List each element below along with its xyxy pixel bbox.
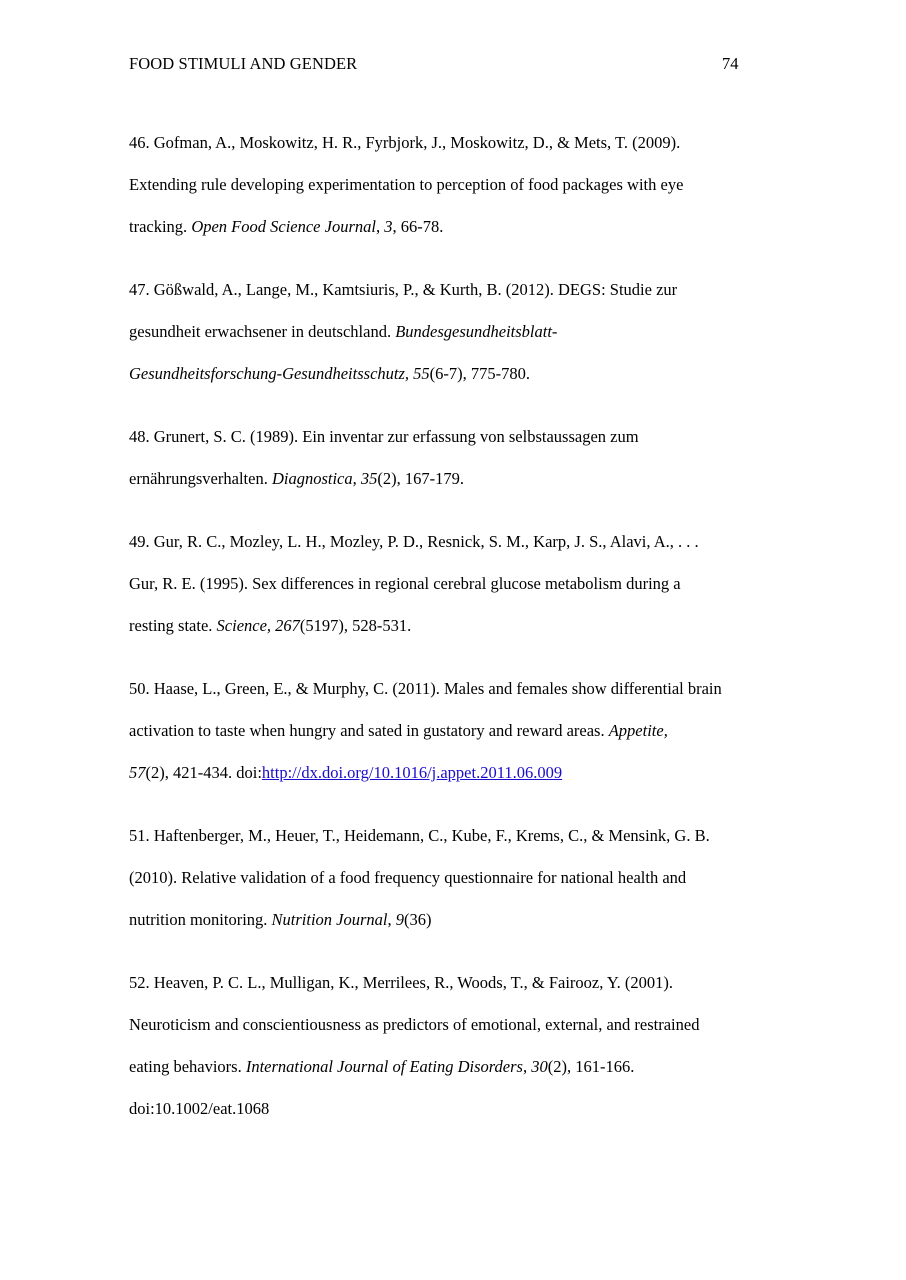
reference-line — [129, 206, 809, 248]
reference-line — [129, 563, 809, 605]
reference-text: (2), 421-434. doi: — [145, 763, 262, 782]
reference-line — [129, 752, 809, 794]
reference-text: 49. Gur, R. C., Mozley, L. H., Mozley, P. D., Resnick, S. M., Karp, J. S., Alavi, A., . . . — [129, 532, 699, 551]
reference-text: Extending rule developing experimentation to perception of food packages with eye — [129, 175, 684, 194]
page-number: 74 — [722, 54, 739, 73]
reference-text: Neuroticism and conscientiousness as predictors of emotional, external, and restrained — [129, 1015, 700, 1034]
reference-text: eating behaviors. — [129, 1057, 246, 1076]
italic-text: 3 — [384, 217, 393, 236]
reference-text: 47. Gößwald, A., Lange, M., Kamtsiuris, P., & Kurth, B. (2012). DEGS: Studie zur — [129, 280, 678, 299]
doi-link[interactable]: http://dx.doi.org/10.1016/j.appet.2011.06.009 — [261, 763, 563, 782]
italic-text: Diagnostica, 35 — [271, 469, 378, 488]
reference-list — [129, 122, 809, 1151]
reference-text: (2010). Relative validation of a food frequency questionnaire for national health and — [129, 868, 687, 887]
reference-text: 48. Grunert, S. C. (1989). Ein inventar zur erfassung von selbstaussagen zum — [129, 427, 639, 446]
italic-text: International Journal of Eating Disorders — [245, 1057, 523, 1076]
reference-text: , — [375, 217, 385, 236]
reference-text: (2), 167-179. — [377, 469, 464, 488]
reference-entry — [129, 815, 809, 941]
reference-text: gesundheit erwachsener in deutschland. — [129, 322, 396, 341]
italic-text: Science, 267 — [216, 616, 300, 635]
reference-line — [129, 416, 809, 458]
reference-entry — [129, 122, 809, 248]
italic-text: Appetite, — [608, 721, 668, 740]
reference-line — [129, 164, 809, 206]
reference-text: , — [522, 1057, 532, 1076]
reference-line — [129, 605, 809, 647]
reference-line — [129, 962, 809, 1004]
italic-text: Gesundheitsforschung-Gesundheitsschutz, 55 — [129, 364, 430, 383]
italic-text: Nutrition Journal — [271, 910, 388, 929]
reference-line — [129, 710, 809, 752]
reference-line — [129, 521, 809, 563]
reference-entry — [129, 962, 809, 1130]
reference-line — [129, 1046, 809, 1088]
reference-text: 50. Haase, L., Green, E., & Murphy, C. (2011). Males and females show differential brain — [129, 679, 722, 698]
reference-line — [129, 353, 809, 395]
reference-line — [129, 899, 809, 941]
reference-text: nutrition monitoring. — [129, 910, 272, 929]
reference-entry — [129, 416, 809, 500]
running-head: FOOD STIMULI AND GENDER — [129, 54, 358, 73]
italic-text: Bundesgesundheitsblatt- — [395, 322, 558, 341]
reference-text: (6-7), 775-780. — [429, 364, 531, 383]
italic-text: Open Food Science Journal — [191, 217, 376, 236]
reference-entry — [129, 521, 809, 647]
reference-text: , 66-78. — [392, 217, 444, 236]
reference-text: resting state. — [129, 616, 217, 635]
reference-text: doi:10.1002/eat.1068 — [129, 1099, 270, 1118]
reference-entry — [129, 269, 809, 395]
reference-line — [129, 1004, 809, 1046]
reference-line — [129, 815, 809, 857]
reference-text: Gur, R. E. (1995). Sex differences in regional cerebral glucose metabolism during a — [129, 574, 681, 593]
reference-text: ernährungsverhalten. — [129, 469, 272, 488]
italic-text: 9 — [395, 910, 405, 929]
reference-text: 52. Heaven, P. C. L., Mulligan, K., Merrilees, R., Woods, T., & Fairooz, Y. (2001). — [129, 973, 674, 992]
reference-text: 51. Haftenberger, M., Heuer, T., Heidemann, C., Kube, F., Krems, C., & Mensink, G. B. — [129, 826, 710, 845]
reference-text: (2), 161-166. — [547, 1057, 635, 1076]
reference-line — [129, 668, 809, 710]
italic-text: 57 — [129, 763, 146, 782]
reference-line — [129, 311, 809, 353]
reference-text: , — [387, 910, 396, 929]
reference-text: (36) — [404, 910, 432, 929]
italic-text: 30 — [531, 1057, 548, 1076]
reference-entry — [129, 668, 809, 794]
reference-line — [129, 458, 809, 500]
reference-line — [129, 1088, 809, 1130]
reference-text: activation to taste when hungry and sated in gustatory and reward areas. — [129, 721, 609, 740]
reference-line — [129, 857, 809, 899]
reference-text: 46. Gofman, A., Moskowitz, H. R., Fyrbjork, J., Moskowitz, D., & Mets, T. (2009). — [129, 133, 681, 152]
reference-line — [129, 269, 809, 311]
reference-text: tracking. — [129, 217, 192, 236]
reference-text: (5197), 528-531. — [299, 616, 412, 635]
reference-line — [129, 122, 809, 164]
